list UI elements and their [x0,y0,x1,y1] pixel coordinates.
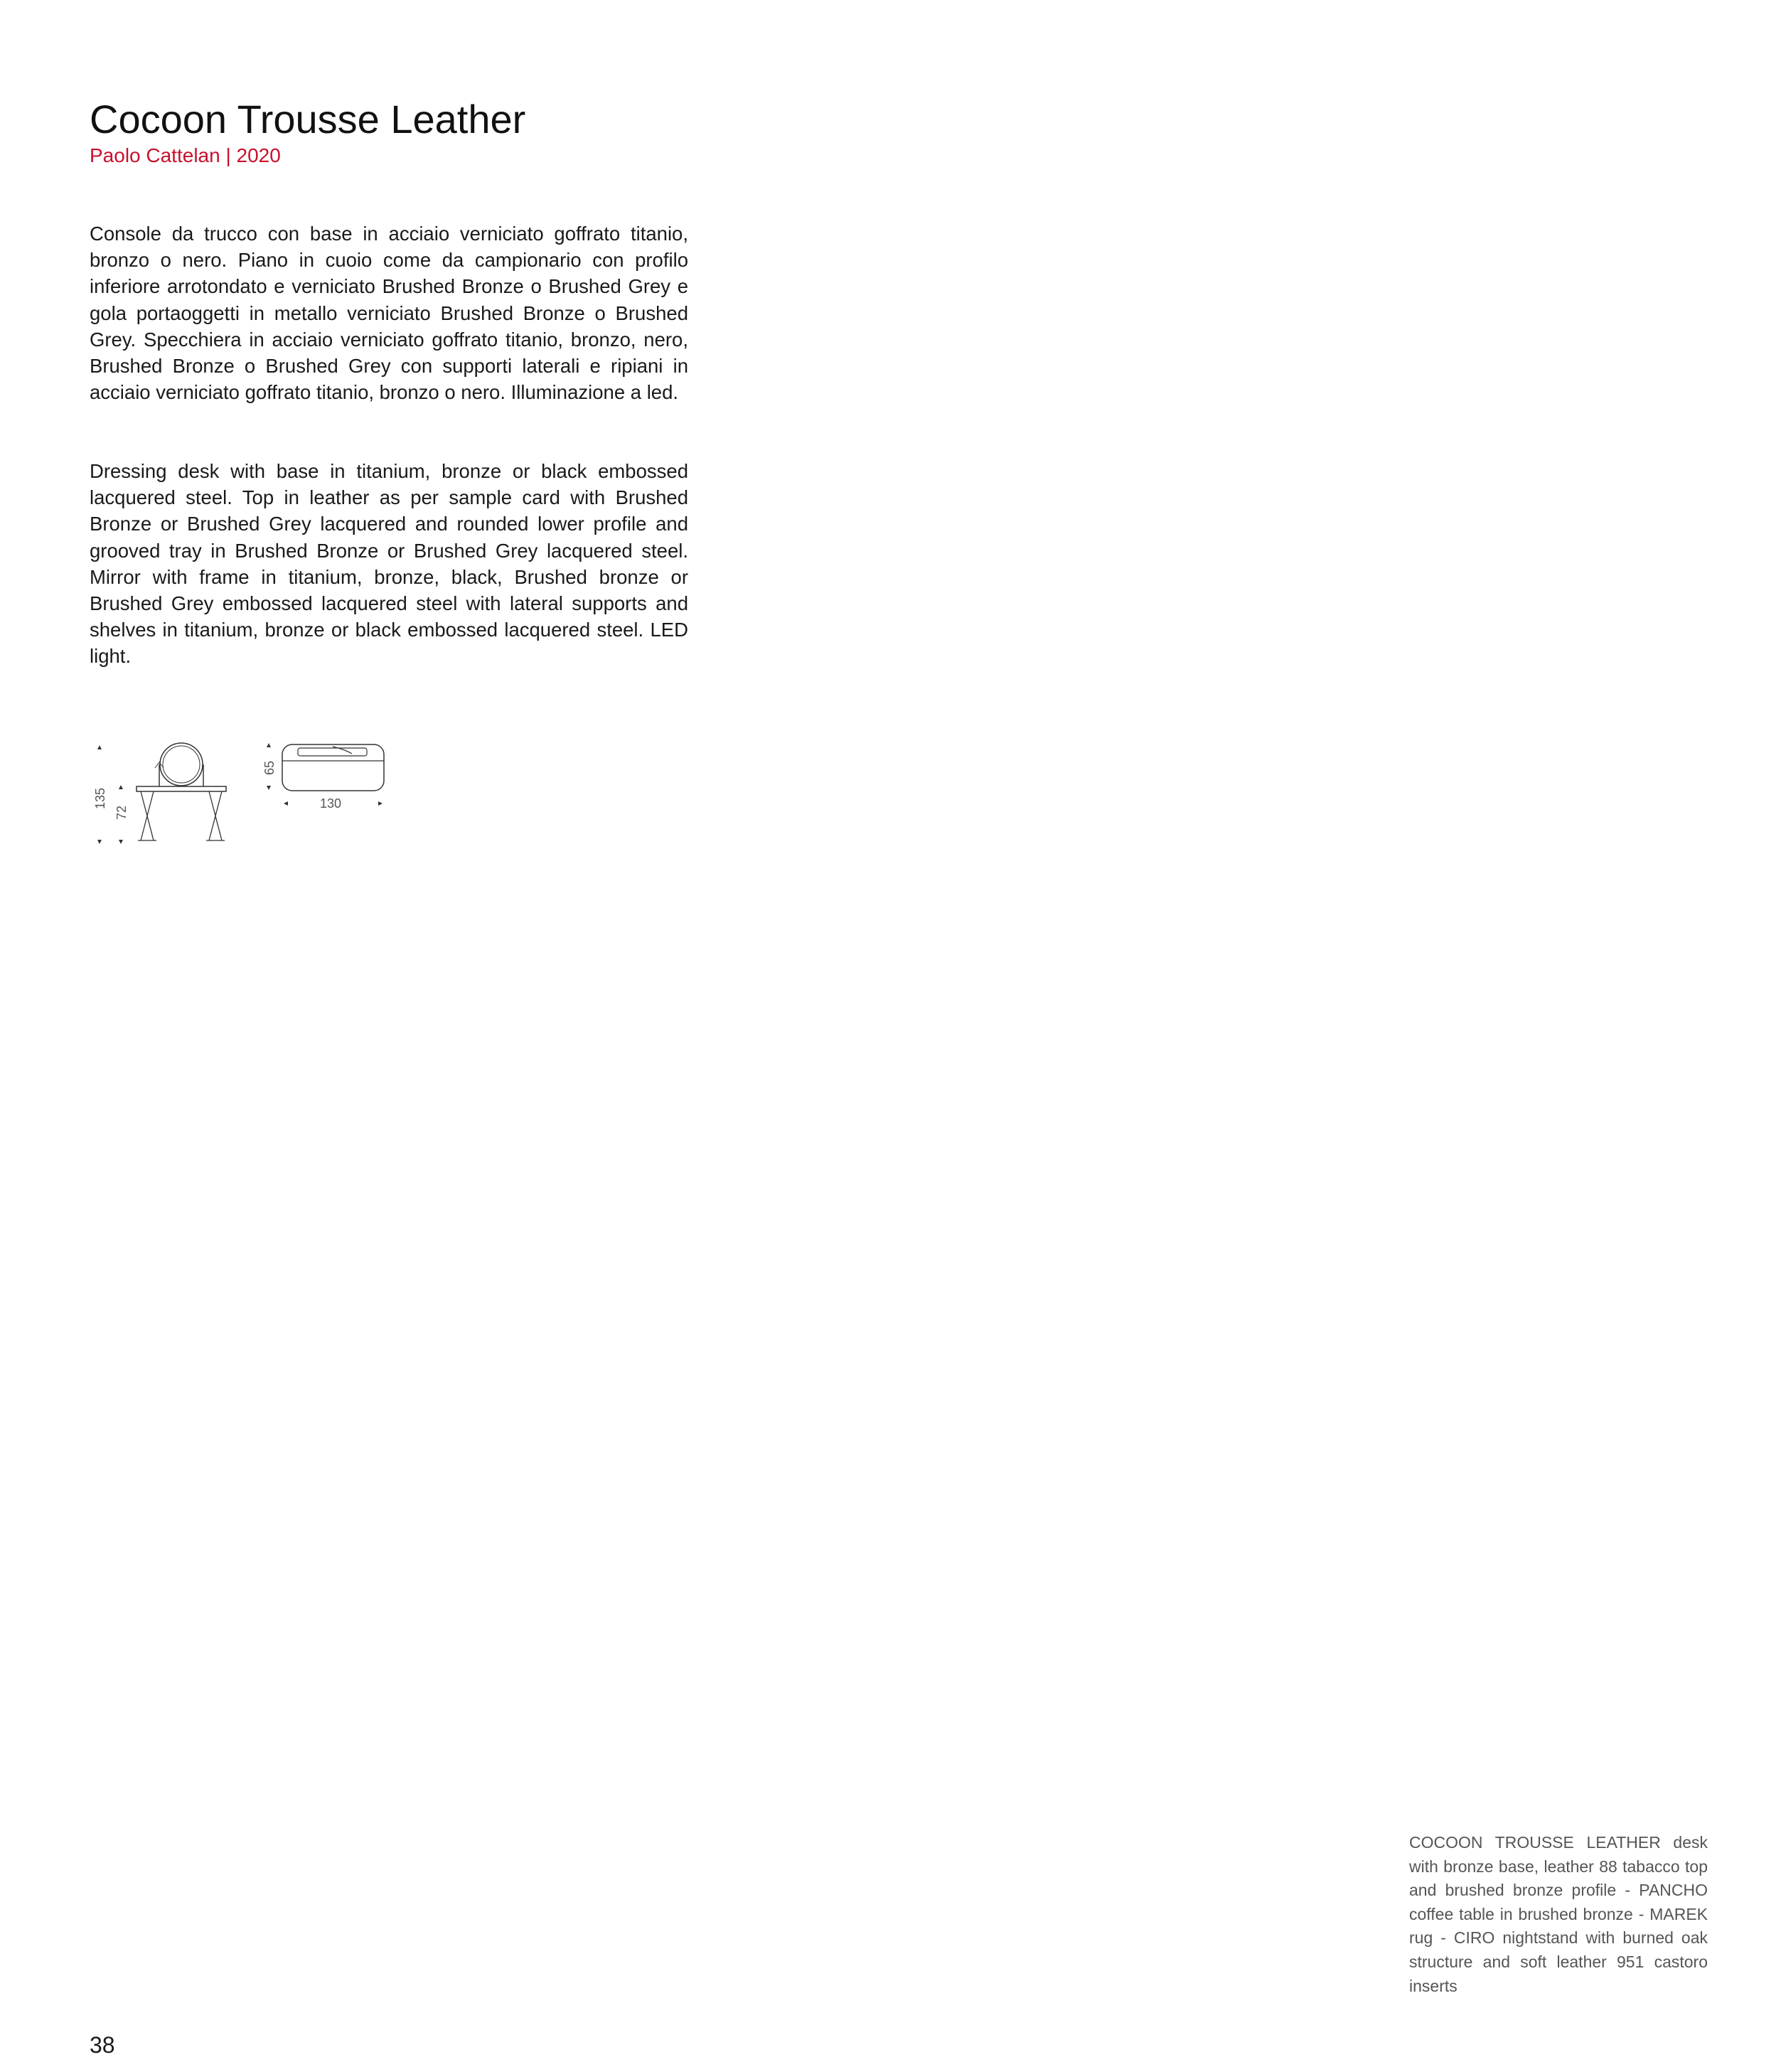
arrow-right-marker [378,801,383,806]
arrow-down-marker [119,840,123,844]
top-view-drawing [252,732,395,818]
desk-top [137,786,226,791]
photo-caption: COCOON TROUSSE LEATHER desk with bronze base, leather 88 tabacco top and brushed bronze profile - PANCHO coffee table in brushed bronze - MAREK rug - CIRO nightstand with burned oak structure and soft leather 951 castoro inserts [1409,1833,1708,1995]
arrow-up-marker [267,743,271,747]
product-title: Cocoon Trousse Leather [90,97,526,141]
page-number: 38 [90,2032,115,2058]
arrow-up-marker [97,745,102,749]
arrow-down-marker [97,840,102,844]
mirror-inner-circle [163,746,200,783]
depth-label: 65 [262,760,277,775]
left-legs [138,791,156,840]
designer-year: Paolo Cattelan | 2020 [90,144,281,166]
desk-height-label: 72 [114,805,129,820]
arrow-down-marker [267,786,271,790]
grooved-tray [298,748,367,756]
front-view-drawing [85,732,249,850]
description-english: Dressing desk with base in titanium, bronze or black embossed lacquered steel. Top in leather as per sample card with Brushed Bronze or Brushed Grey lacquered and rounded lower profile and grooved tray in Brushed Bronze or Brushed Grey lacquered steel. Mirror with frame in titanium, bronze, black, Brushed bronze or Brushed Grey embossed lacquered steel with lateral supports and shelves in titanium, bronze or black embossed lacquered steel. LED light. [90,460,688,668]
description-italian: Console da trucco con base in acciaio verniciato goffrato titanio, bronzo o nero. Piano in cuoio come da campionario con profilo inferiore arrotondato e verniciato Brushed Bronze o Brushed Grey e gola portaoggetti in metallo verniciato Brushed Bronze o Brushed Grey. Specchiera in acciaio verniciato goffrato titanio, bronzo, nero, Brushed Bronze o Brushed Grey con supporti laterali e ripiani in acciaio verniciato goffrato titanio, bronzo o nero. Illuminazione a led. [90,223,688,404]
mirror-circle [160,743,203,786]
arrow-up-marker [119,785,123,789]
width-label: 130 [320,796,342,811]
total-height-label: 135 [93,787,107,809]
right-legs [206,791,225,840]
arrow-left-marker [284,801,288,806]
